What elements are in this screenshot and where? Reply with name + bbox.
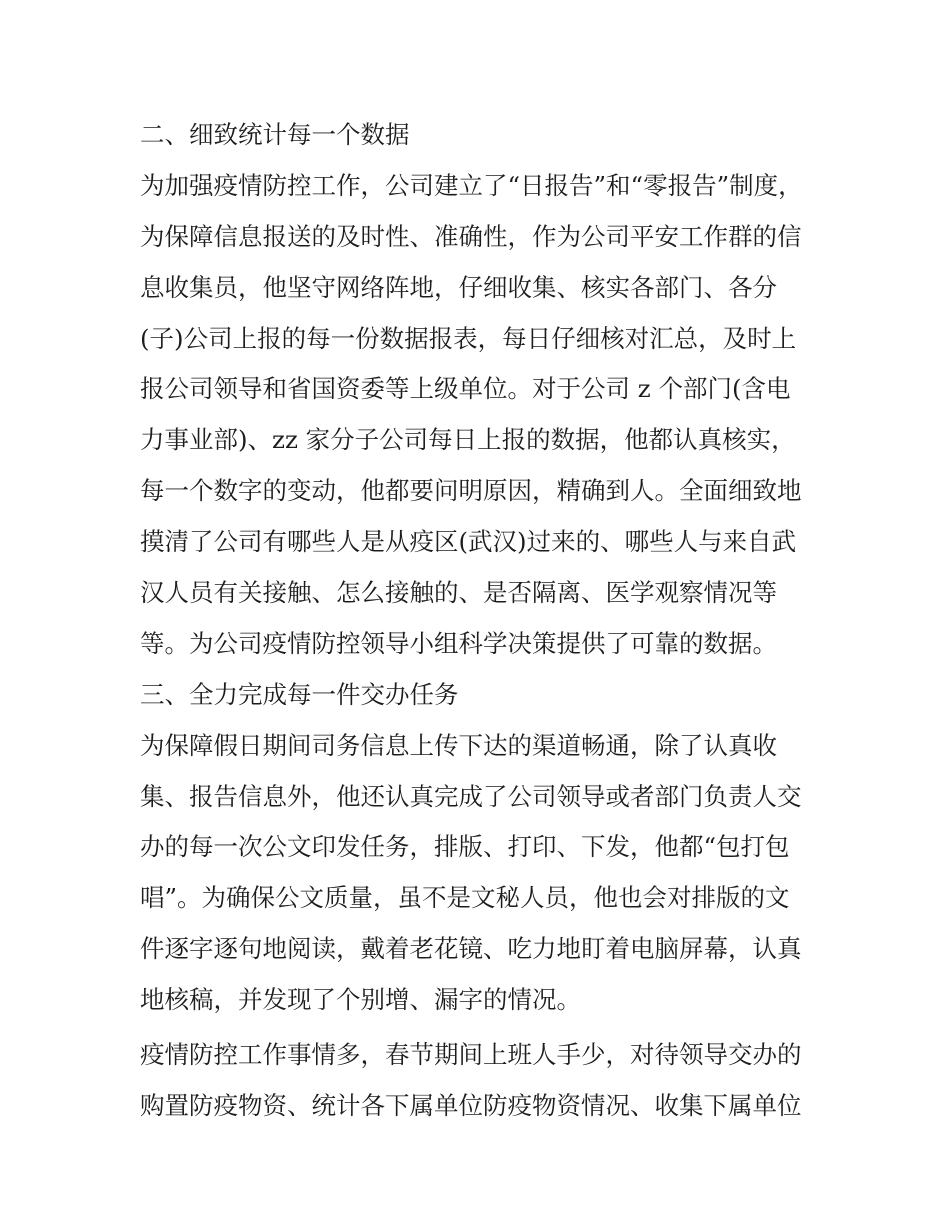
paragraph-line: 息收集员，他坚守网络阵地，仔细收集、核实各部门、各分 bbox=[140, 272, 777, 302]
paragraph-line: 每一个数字的变动，他都要问明原因，精确到人。全面细致地 bbox=[140, 476, 802, 506]
paragraph-line: 疫情防控工作事情多，春节期间上班人手少，对待领导交办的 bbox=[140, 1040, 802, 1070]
paragraph-line: 件逐字逐句地阅读，戴着老花镜、吃力地盯着电脑屏幕，认真 bbox=[140, 934, 802, 964]
paragraph-line: (子)公司上报的每一份数据报表，每日仔细核对汇总，及时上 bbox=[140, 323, 797, 353]
paragraph-line: 为加强疫情防控工作，公司建立了“日报告”和“零报告”制度， bbox=[140, 170, 803, 200]
paragraph-line: 力事业部)、zz 家分子公司每日上报的数据，他都认真核实， bbox=[140, 425, 796, 455]
paragraph-line: 办的每一次公文印发任务，排版、打印、下发，他都“包打包 bbox=[140, 832, 790, 862]
paragraph-line: 地核稿，并发现了个别增、漏字的情况。 bbox=[140, 985, 581, 1015]
paragraph-line: 唱”。为确保公文质量，虽不是文秘人员，他也会对排版的文 bbox=[140, 883, 790, 913]
section-heading-3: 三、全力完成每一件交办任务 bbox=[140, 679, 459, 709]
paragraph-line: 报公司领导和省国资委等上级单位。对于公司 z 个部门(含电 bbox=[140, 374, 791, 404]
paragraph-line: 汉人员有关接触、怎么接触的、是否隔离、医学观察情况等 bbox=[140, 578, 777, 608]
paragraph-line: 为保障信息报送的及时性、准确性，作为公司平安工作群的信 bbox=[140, 221, 802, 251]
paragraph-line: 摸清了公司有哪些人是从疫区(武汉)过来的、哪些人与来自武 bbox=[140, 527, 797, 557]
paragraph-line: 集、报告信息外，他还认真完成了公司领导或者部门负责人交 bbox=[140, 781, 802, 811]
paragraph-line: 为保障假日期间司务信息上传下达的渠道畅通，除了认真收 bbox=[140, 730, 777, 760]
section-heading-2: 二、细致统计每一个数据 bbox=[140, 120, 410, 149]
document-body bbox=[140, 110, 820, 1132]
paragraph-line: 等。为公司疫情防控领导小组科学决策提供了可靠的数据。 bbox=[140, 628, 777, 658]
paragraph-line: 购置防疫物资、统计各下属单位防疫物资情况、收集下属单位 bbox=[140, 1090, 802, 1120]
